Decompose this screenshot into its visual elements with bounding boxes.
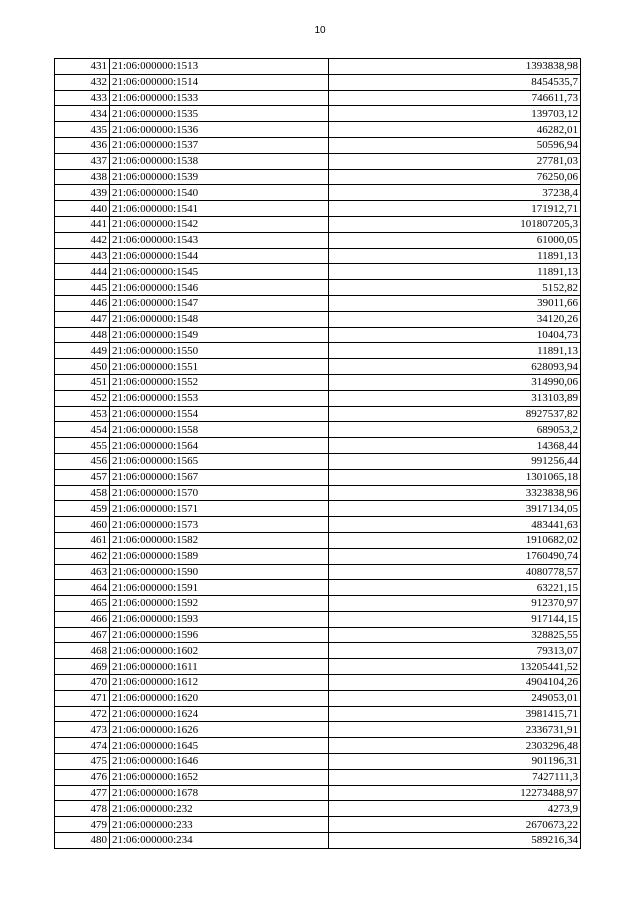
value-cell: 4080778,57 [329,564,581,580]
row-number-cell: 467 [55,627,110,643]
table-row [55,611,581,627]
row-number-cell: 461 [55,532,110,548]
cadastral-number-cell: 21:06:000000:1540 [110,185,329,201]
cadastral-number-cell: 21:06:000000:1539 [110,169,329,185]
table-row [55,532,581,548]
table-row [55,390,581,406]
table-row [55,675,581,691]
row-number-cell: 447 [55,311,110,327]
row-number-cell: 439 [55,185,110,201]
row-number-cell: 438 [55,169,110,185]
row-number-cell: 437 [55,153,110,169]
row-number-cell: 465 [55,596,110,612]
cadastral-number-cell: 21:06:000000:1558 [110,422,329,438]
cadastral-number-cell: 21:06:000000:1596 [110,627,329,643]
row-number-cell: 474 [55,738,110,754]
table-row [55,359,581,375]
table-row [55,185,581,201]
value-cell: 313103,89 [329,390,581,406]
table-row [55,690,581,706]
value-cell: 1301065,18 [329,469,581,485]
row-number-cell: 455 [55,438,110,454]
value-cell: 11891,13 [329,343,581,359]
cadastral-number-cell: 21:06:000000:1554 [110,406,329,422]
value-cell: 4273,9 [329,801,581,817]
value-cell: 171912,71 [329,201,581,217]
cadastral-number-cell: 21:06:000000:1513 [110,59,329,75]
value-cell: 13205441,52 [329,659,581,675]
table-row [55,295,581,311]
cadastral-number-cell: 21:06:000000:1543 [110,232,329,248]
cadastral-number-cell: 21:06:000000:1620 [110,690,329,706]
cadastral-number-cell: 21:06:000000:1611 [110,659,329,675]
row-number-cell: 448 [55,327,110,343]
value-cell: 14368,44 [329,438,581,454]
value-cell: 249053,01 [329,690,581,706]
row-number-cell: 480 [55,833,110,849]
cadastral-number-cell: 21:06:000000:1514 [110,74,329,90]
value-cell: 991256,44 [329,453,581,469]
cadastral-number-cell: 21:06:000000:1538 [110,153,329,169]
row-number-cell: 456 [55,453,110,469]
value-cell: 3917134,05 [329,501,581,517]
table-row [55,90,581,106]
cadastral-number-cell: 21:06:000000:1590 [110,564,329,580]
value-cell: 912370,97 [329,596,581,612]
row-number-cell: 433 [55,90,110,106]
value-cell: 39011,66 [329,295,581,311]
value-cell: 37238,4 [329,185,581,201]
value-cell: 7427111,3 [329,769,581,785]
row-number-cell: 441 [55,216,110,232]
cadastral-number-cell: 21:06:000000:1553 [110,390,329,406]
row-number-cell: 445 [55,280,110,296]
value-cell: 3981415,71 [329,706,581,722]
cadastral-number-cell: 21:06:000000:234 [110,833,329,849]
cadastral-number-cell: 21:06:000000:1550 [110,343,329,359]
value-cell: 2303296,48 [329,738,581,754]
value-cell: 10404,73 [329,327,581,343]
row-number-cell: 470 [55,675,110,691]
value-cell: 628093,94 [329,359,581,375]
cadastral-number-cell: 21:06:000000:1582 [110,532,329,548]
table-body [55,59,581,849]
cadastral-number-cell: 21:06:000000:1542 [110,216,329,232]
table-row [55,422,581,438]
value-cell: 483441,63 [329,517,581,533]
table-row [55,564,581,580]
row-number-cell: 453 [55,406,110,422]
cadastral-number-cell: 21:06:000000:1536 [110,122,329,138]
row-number-cell: 444 [55,264,110,280]
cadastral-number-cell: 21:06:000000:1612 [110,675,329,691]
table-row [55,801,581,817]
cadastral-number-cell: 21:06:000000:1646 [110,754,329,770]
cadastral-number-cell: 21:06:000000:1549 [110,327,329,343]
cadastral-number-cell: 21:06:000000:1547 [110,295,329,311]
table-row [55,438,581,454]
cadastral-number-cell: 21:06:000000:1545 [110,264,329,280]
row-number-cell: 442 [55,232,110,248]
table-row [55,311,581,327]
cadastral-number-cell: 21:06:000000:1567 [110,469,329,485]
cadastral-value-table [54,58,581,849]
value-cell: 1393838,98 [329,59,581,75]
table-row [55,548,581,564]
cadastral-number-cell: 21:06:000000:1589 [110,548,329,564]
cadastral-number-cell: 21:06:000000:232 [110,801,329,817]
table-row [55,137,581,153]
row-number-cell: 436 [55,137,110,153]
value-cell: 11891,13 [329,248,581,264]
table-row [55,343,581,359]
cadastral-number-cell: 21:06:000000:1624 [110,706,329,722]
value-cell: 76250,06 [329,169,581,185]
value-cell: 746611,73 [329,90,581,106]
value-cell: 12273488,97 [329,785,581,801]
row-number-cell: 434 [55,106,110,122]
cadastral-number-cell: 21:06:000000:1570 [110,485,329,501]
table-row [55,374,581,390]
table-row [55,122,581,138]
row-number-cell: 458 [55,485,110,501]
row-number-cell: 476 [55,769,110,785]
value-cell: 917144,15 [329,611,581,627]
cadastral-number-cell: 21:06:000000:1564 [110,438,329,454]
row-number-cell: 466 [55,611,110,627]
value-cell: 589216,34 [329,833,581,849]
value-cell: 61000,05 [329,232,581,248]
value-cell: 314990,06 [329,374,581,390]
table-row [55,627,581,643]
table-row [55,469,581,485]
table-row [55,169,581,185]
table-row [55,501,581,517]
value-cell: 139703,12 [329,106,581,122]
value-cell: 4904104,26 [329,675,581,691]
table-row [55,643,581,659]
cadastral-number-cell: 21:06:000000:233 [110,817,329,833]
row-number-cell: 432 [55,74,110,90]
table-row [55,833,581,849]
cadastral-number-cell: 21:06:000000:1551 [110,359,329,375]
value-cell: 689053,2 [329,422,581,438]
cadastral-number-cell: 21:06:000000:1573 [110,517,329,533]
row-number-cell: 440 [55,201,110,217]
value-cell: 27781,03 [329,153,581,169]
row-number-cell: 443 [55,248,110,264]
table-row [55,517,581,533]
value-cell: 2670673,22 [329,817,581,833]
value-cell: 1760490,74 [329,548,581,564]
table-row [55,596,581,612]
cadastral-number-cell: 21:06:000000:1546 [110,280,329,296]
row-number-cell: 471 [55,690,110,706]
cadastral-number-cell: 21:06:000000:1571 [110,501,329,517]
value-cell: 5152,82 [329,280,581,296]
value-cell: 50596,94 [329,137,581,153]
value-cell: 11891,13 [329,264,581,280]
row-number-cell: 457 [55,469,110,485]
table-row [55,453,581,469]
table-row [55,722,581,738]
row-number-cell: 468 [55,643,110,659]
cadastral-number-cell: 21:06:000000:1548 [110,311,329,327]
row-number-cell: 431 [55,59,110,75]
table-row [55,264,581,280]
table-row [55,754,581,770]
cadastral-number-cell: 21:06:000000:1541 [110,201,329,217]
cadastral-number-cell: 21:06:000000:1544 [110,248,329,264]
row-number-cell: 473 [55,722,110,738]
value-cell: 3323838,96 [329,485,581,501]
table-row [55,59,581,75]
table-row [55,785,581,801]
table-row [55,74,581,90]
row-number-cell: 463 [55,564,110,580]
cadastral-number-cell: 21:06:000000:1552 [110,374,329,390]
cadastral-number-cell: 21:06:000000:1537 [110,137,329,153]
value-cell: 34120,26 [329,311,581,327]
table-row [55,232,581,248]
row-number-cell: 459 [55,501,110,517]
row-number-cell: 446 [55,295,110,311]
value-cell: 79313,07 [329,643,581,659]
value-cell: 328825,55 [329,627,581,643]
cadastral-number-cell: 21:06:000000:1626 [110,722,329,738]
row-number-cell: 435 [55,122,110,138]
row-number-cell: 460 [55,517,110,533]
value-cell: 63221,15 [329,580,581,596]
value-cell: 1910682,02 [329,532,581,548]
table-row [55,769,581,785]
row-number-cell: 477 [55,785,110,801]
row-number-cell: 454 [55,422,110,438]
table-row [55,659,581,675]
table-row [55,327,581,343]
table-row [55,580,581,596]
table-row [55,817,581,833]
value-cell: 2336731,91 [329,722,581,738]
cadastral-number-cell: 21:06:000000:1652 [110,769,329,785]
row-number-cell: 449 [55,343,110,359]
table-row [55,406,581,422]
value-cell: 46282,01 [329,122,581,138]
cadastral-number-cell: 21:06:000000:1535 [110,106,329,122]
value-cell: 8454535,7 [329,74,581,90]
row-number-cell: 462 [55,548,110,564]
cadastral-number-cell: 21:06:000000:1602 [110,643,329,659]
table-row [55,248,581,264]
table-row [55,153,581,169]
table-row [55,216,581,232]
row-number-cell: 472 [55,706,110,722]
table-row [55,706,581,722]
table-row [55,485,581,501]
cadastral-number-cell: 21:06:000000:1592 [110,596,329,612]
value-cell: 901196,31 [329,754,581,770]
row-number-cell: 469 [55,659,110,675]
table-row [55,280,581,296]
row-number-cell: 464 [55,580,110,596]
value-cell: 8927537,82 [329,406,581,422]
cadastral-number-cell: 21:06:000000:1678 [110,785,329,801]
row-number-cell: 451 [55,374,110,390]
value-cell: 101807205,3 [329,216,581,232]
cadastral-number-cell: 21:06:000000:1593 [110,611,329,627]
cadastral-number-cell: 21:06:000000:1565 [110,453,329,469]
cadastral-number-cell: 21:06:000000:1533 [110,90,329,106]
page-number: 10 [314,25,326,36]
row-number-cell: 450 [55,359,110,375]
row-number-cell: 479 [55,817,110,833]
cadastral-number-cell: 21:06:000000:1645 [110,738,329,754]
table-row [55,201,581,217]
cadastral-number-cell: 21:06:000000:1591 [110,580,329,596]
row-number-cell: 478 [55,801,110,817]
table-row [55,106,581,122]
table-row [55,738,581,754]
row-number-cell: 452 [55,390,110,406]
row-number-cell: 475 [55,754,110,770]
